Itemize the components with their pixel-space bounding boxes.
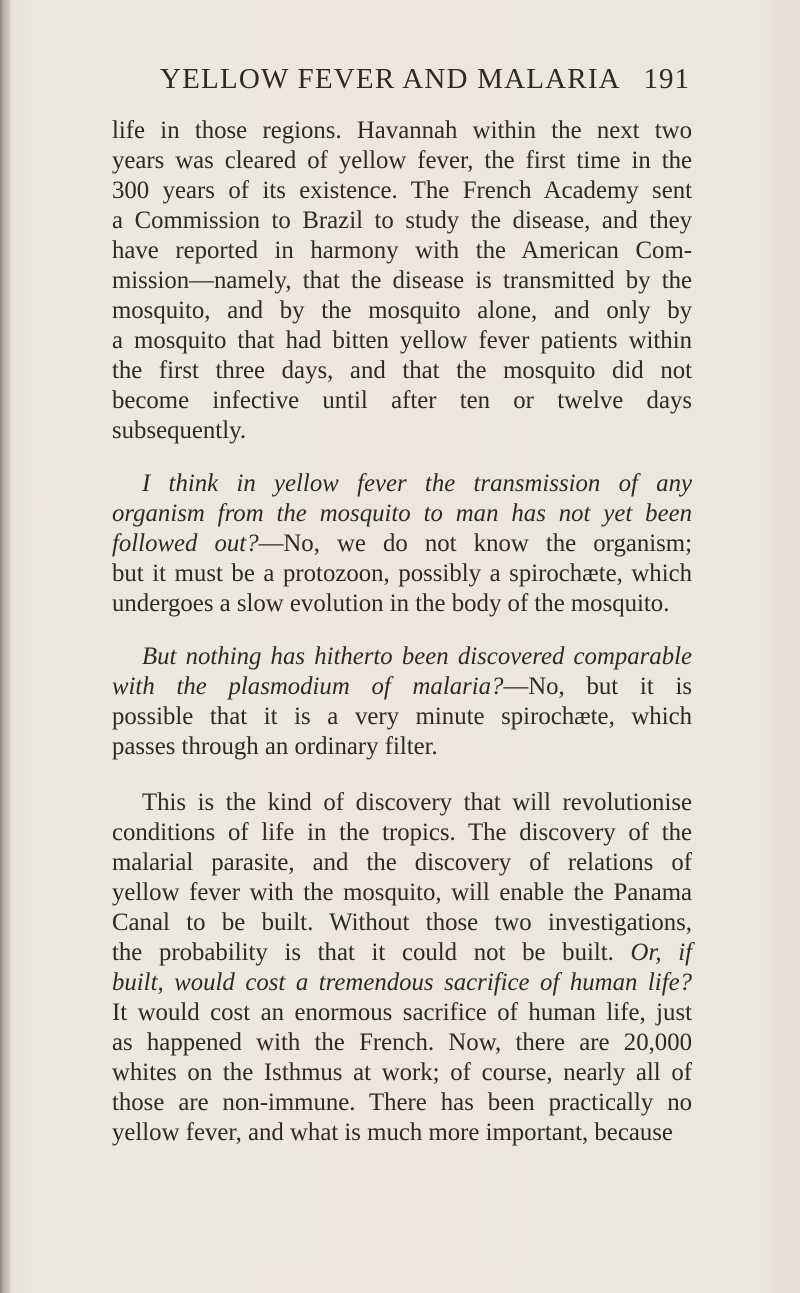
- text-segment: possible that it is a very minute spirochæte, which: [112, 703, 692, 730]
- paragraph: [112, 642, 692, 762]
- text-line: [112, 788, 692, 818]
- text-segment: —No, we do not know the organism;: [258, 530, 692, 557]
- text-line: [112, 469, 692, 499]
- italic-text: Or, if: [630, 939, 692, 966]
- text-segment: malarial parasite, and the discovery of relations of: [112, 849, 692, 876]
- text-segment: 300 years of its existence. The French Academy sent: [112, 177, 692, 204]
- text-segment: undergoes a slow evolution in the body of the mosquito.: [112, 590, 670, 617]
- text-line: [112, 116, 692, 146]
- text-segment: yellow fever with the mosquito, will enable the Panama: [112, 879, 692, 906]
- text-line: [112, 416, 692, 446]
- text-segment: Canal to be built. Without those two investigations,: [112, 909, 692, 936]
- text-segment: a Commission to Brazil to study the disease, and they: [112, 207, 692, 234]
- text-segment: the probability is that it could not be built.: [112, 939, 631, 966]
- text-line: [112, 968, 692, 998]
- text-line: [112, 559, 692, 589]
- text-segment: passes through an ordinary filter.: [112, 733, 438, 760]
- text-line: [112, 386, 692, 416]
- text-line: [112, 236, 692, 266]
- text-line: [112, 878, 692, 908]
- italic-text: But nothing has hitherto been discovered comparable: [142, 643, 692, 670]
- running-title: YELLOW FEVER AND MALARIA: [160, 63, 621, 95]
- text-segment: conditions of life in the tropics. The discovery of the: [112, 819, 692, 846]
- text-line: [112, 908, 692, 938]
- text-segment: mosquito, and by the mosquito alone, and only by: [112, 297, 692, 324]
- text-line: [112, 1088, 692, 1118]
- text-line: [112, 326, 692, 356]
- text-line: [112, 356, 692, 386]
- text-segment: This is the kind of discovery that will revolutionise: [142, 789, 692, 816]
- text-line: [112, 1118, 692, 1148]
- text-segment: the first three days, and that the mosquito did not: [112, 357, 692, 384]
- text-line: [112, 848, 692, 878]
- page-gutter-shadow: [0, 0, 10, 1293]
- text-line: [112, 589, 692, 619]
- text-segment: have reported in harmony with the American Com-: [112, 237, 692, 264]
- text-line: [112, 672, 692, 702]
- text-line: [112, 296, 692, 326]
- text-line: [112, 642, 692, 672]
- paragraph: [112, 469, 692, 619]
- text-segment: a mosquito that had bitten yellow fever patients within: [112, 327, 692, 354]
- text-segment: those are non-immune. There has been practically no: [112, 1089, 692, 1116]
- text-line: [112, 206, 692, 236]
- text-segment: whites on the Isthmus at work; of course, nearly all of: [112, 1059, 692, 1086]
- text-line: [112, 499, 692, 529]
- text-segment: subsequently.: [112, 417, 247, 444]
- text-segment: as happened with the French. Now, there are 20,000: [112, 1029, 692, 1056]
- text-segment: but it must be a protozoon, possibly a spirochæte, which: [112, 560, 692, 587]
- page-header: [160, 63, 690, 103]
- italic-text: organism from the mosquito to man has not yet been: [112, 500, 692, 527]
- text-line: [112, 818, 692, 848]
- text-line: [112, 176, 692, 206]
- text-segment: years was cleared of yellow fever, the first time in the: [112, 147, 692, 174]
- paragraph: [112, 116, 692, 446]
- page-number: 191: [643, 63, 690, 95]
- text-segment: become infective until after ten or twelve days: [112, 387, 692, 414]
- italic-text: with the plasmodium of malaria?: [112, 673, 504, 700]
- text-line: [112, 266, 692, 296]
- body-text: [112, 116, 692, 1148]
- text-line: [112, 1028, 692, 1058]
- text-segment: —No, but it is: [503, 673, 692, 700]
- text-line: [112, 732, 692, 762]
- text-line: [112, 998, 692, 1028]
- italic-text: built, would cost a tremendous sacrifice of human life?: [112, 969, 692, 996]
- italic-text: followed out?: [112, 530, 259, 557]
- text-segment: mission—namely, that the disease is transmitted by the: [112, 267, 692, 294]
- italic-text: I think in yellow fever the transmission of any: [142, 470, 692, 497]
- text-line: [112, 529, 692, 559]
- text-line: [112, 146, 692, 176]
- text-line: [112, 702, 692, 732]
- text-line: [112, 938, 692, 968]
- text-line: [112, 1058, 692, 1088]
- paragraph: [112, 788, 692, 1148]
- text-segment: yellow fever, and what is much more important, because: [112, 1119, 673, 1146]
- text-segment: life in those regions. Havannah within the next two: [112, 117, 692, 144]
- text-segment: It would cost an enormous sacrifice of human life, just: [112, 999, 692, 1026]
